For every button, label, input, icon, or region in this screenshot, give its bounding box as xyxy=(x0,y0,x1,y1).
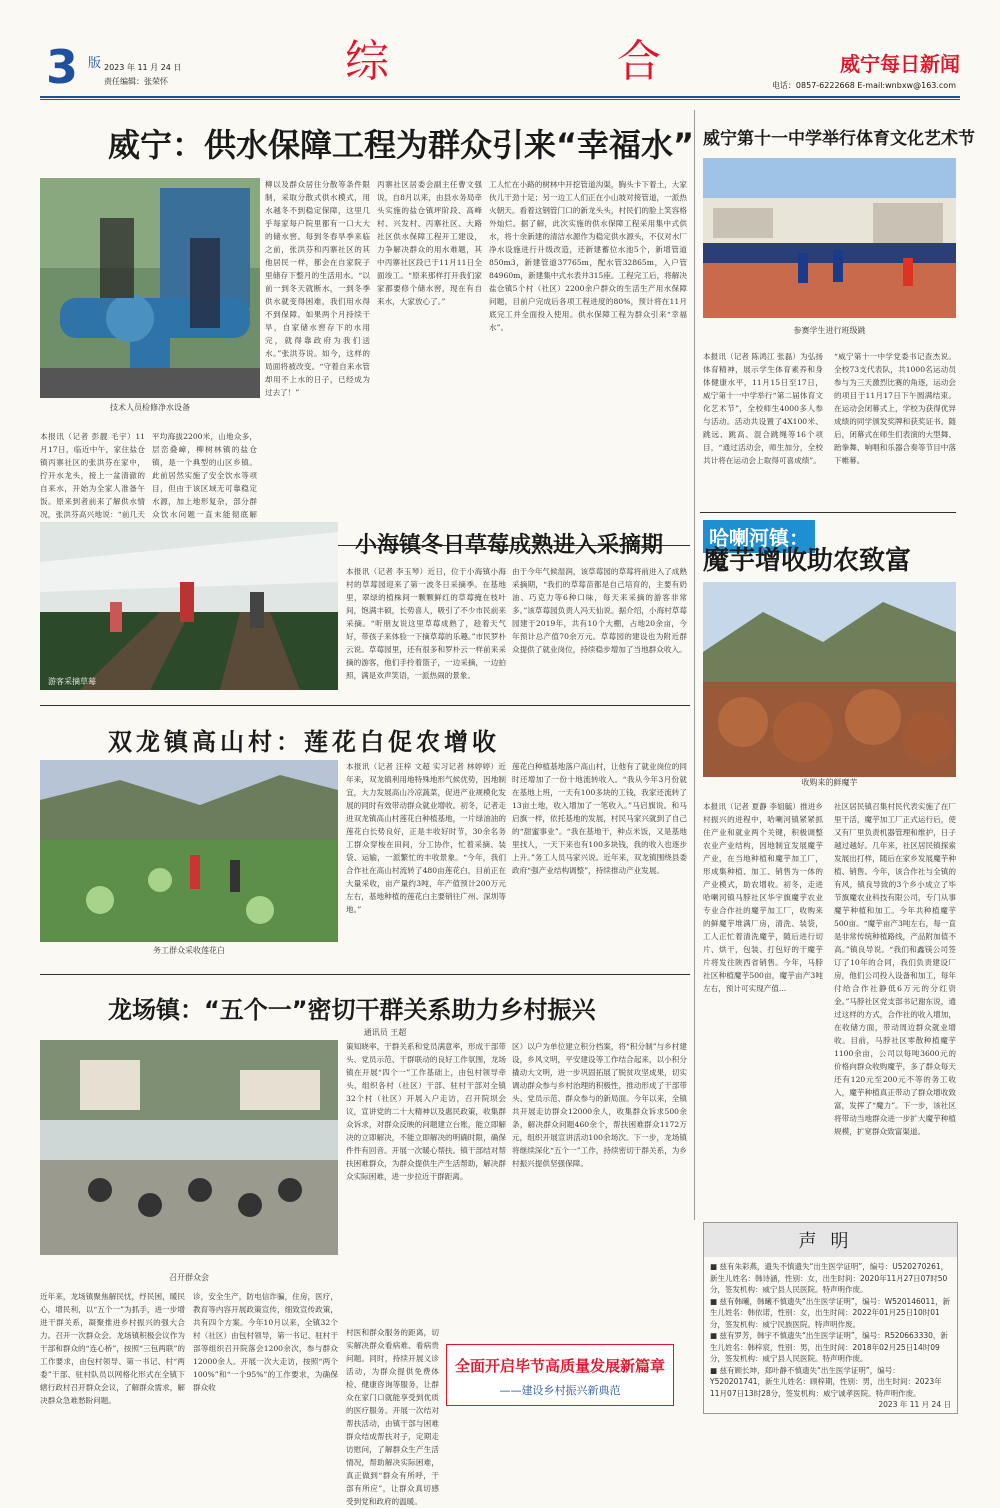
article-title-strawberry: 小海镇冬日草莓成熟进入采摘期 xyxy=(355,533,664,558)
photo-caption-cabbage: 务工群众采收莲花白 xyxy=(153,946,225,955)
photo-cabbage-harvest xyxy=(40,760,338,942)
article2-column-1: 本报讯（记者 陈鸿江 张磊）为弘扬体育精神，展示学生体育素养和身体健康水平，11月15日至17日，威宁第十一中学举行“第二届体育文化艺术节”，全校师生4000多人参与活动。活动共设置了4X100米、跳远、跳高、混合跳绳等16个项目，“通过活动会，师生加分，全校共计将在运动会上取得可喜成绩”。 xyxy=(703,352,823,465)
photo-caption-water: 技术人员检修净水设备 xyxy=(110,403,190,412)
article3-column-2: 由于今年气候湿润，该草莓园的草莓将前进入了成熟采摘期，“我们的草莓苗都是自己培育的，主要有奶油、巧克力等6种口味，每天来采摘的游客非常多。”该草莓园负责人冯天仙说。据介绍，小海村草莓园建于2019年，共有10个大棚，占地20余亩，今年预计总产值70余万元。草莓园的建设也为附近群众提供了就业岗位，持续稳步增加了当地群众收入。 xyxy=(512,567,687,654)
section-title-char-2: 合 xyxy=(617,36,661,87)
declaration-item: ■ 兹有顾长坤，郑叶静不慎遗失“出生医学证明”，编号：Y520201741，新生儿姓名：顾梓期，性别：男，出生时间：2023年11月07日13时28分，签发机构：威宁诚孝医院。特声明作废。 xyxy=(710,1365,942,1398)
article6-column-1: 近年来，龙场镇聚焦解民忧，纾民困，暖民心，增民利，以“五个一”为抓手，进一步增进干群关系，凝聚推进乡村振兴的强大合力。召开一次群众会。龙场镇积极会议作为干部和群众的“连心桥”，按照“三包两联”的工作要求，由包村领导、第一书记、村“两委”干部、驻村队员以网格化形式在全镇下辖行政村召开群众会议，了解群众需求，解决群众急难愁盼问题。 xyxy=(40,1292,185,1405)
photo-caption-meeting: 召开群众会 xyxy=(169,1273,209,1282)
section-divider-right xyxy=(700,512,956,513)
article4-column-1: 本报讯（记者 夏静 李姐毓）推进乡村振兴的进程中，哈喇河镇紧紧抓住产业和就业两个关键，积极调整农业产业结构，因地制宜发展魔芋产业，在当地种植和魔芋加工厂，形成集种植、加工、销售为一体的产业模式，助农增收。初冬，走进哈喇河镇马脖社区华宇旗魔芋农业专业合作社的魔芋加工厂，收购来的鲜魔芋堆满厂房，清洗、装袋，工人正忙着清洗魔芋，随后进行切片、烘干，包装、打包好的干魔芋片将发往陕西省销售。今年，马脖社区种植魔芋500亩，魔芋亩产3吨左右，预计可实现产值... xyxy=(703,802,823,993)
editor-credit: 责任编辑：张荣怀 xyxy=(104,77,168,86)
newspaper-name: 威宁每日新闻 xyxy=(840,52,960,76)
photo-school-event xyxy=(703,158,956,318)
article6-column-5: 村医和群众服务的距离，切实解决群众看病难、看病贵问题。同时，持续开展义诊活动，为群众提供免费体检、健康咨询等服务，让群众在家门口就能享受到优质的医疗服务。开展一次结对帮扶活动，由镇干部与困难群众结成帮扶对子，定期走访慰问，了解群众生产生活情况，帮助解决实际困难，真正做到“群众有所呼，干部有所应”，让群众真切感受到党和政府的温暖。 xyxy=(346,1328,439,1506)
issue-date: 2023 年 11 月 24 日 xyxy=(104,63,182,72)
article6-column-4: 区）以户为单位建立积分档案，将“积分制”与乡村建设，乡风文明，平安建设等工作结合起来，以小积分撬动大文明，进一步巩固拓展了脱贫攻坚成果，切实调动群众参与乡村治理的积极性，推动形成了干部带头、党员示范、群众参与的新局面。今年以来，全镇共开展走访群众12000余人，收集群众诉求500余条，解决群众问题460余个，帮扶困难群众1172万元，组织开展宣讲活动100余场次。下一步，龙场镇将继续深化“五个一”工作，持续密切干群关系，为乡村振兴提供坚强保障。 xyxy=(512,1042,687,1168)
article6-byline: 通讯员 王超 xyxy=(363,1028,407,1037)
article-title-longchang: 龙场镇：“五个一”密切干群关系助力乡村振兴 xyxy=(108,996,596,1024)
declaration-date: 2023 年 11 月 24 日 xyxy=(878,1400,951,1409)
article5-column-2: 莲花白种植基地落户高山村，让他有了就业岗位的同时还增加了一份十地流转收入。“我从今年3月份就在基地上班，一天有100多块的工钱，我家还流转了13亩土地，收入增加了一笔收入。”马启旗说。和马启旗一样，依托基地的发展，村民马家兴就到了自己的“甜蜜事业”。“我在基地干，种点米饭，又是基地里找人，一天下来也有100多块钱，我的收入也逐步上升。”务工人员马家兴说。近年来，双龙镇围绕县委政府“强产业结构调整”，持续推动产业发展。 xyxy=(512,762,687,875)
page-number-suffix: 版 xyxy=(88,56,102,71)
article6-column-3: 策知晓率、干群关系和党员满意率，形成干部带头、党员示范、干群联动的良好工作氛围，龙场镇在开展“四个一”工作基础上，由包村领导牵头，组织各村（社区）干部、驻村干部对全镇32个村（社区）开展入户走访，召开院坝会议，宣讲党的二十大精神以及惠民政策，收集群众诉求，对群众反映的问题建立台账，能立即解决的立即解决，不能立即解决的明确时限，确保件件有回音。开展一次暖心帮扶。镇干部结对帮扶困难群众，为群众提供生产生活帮助，解决群众实际困难，进一步拉近干群距离。 xyxy=(346,1042,506,1181)
article2-column-2: “威宁第十一中学党委书记查杰说。全校73支代表队，共1000名运动员参与为三天激烈比赛的角逐，运动会的项目于11月17日下午圆满结束。在运动会闭幕式上，学校为获得优异成绩的同学颁发奖牌和获奖证书。随后，闭幕式在师生们表演的大型舞、跆拳舞、响唱和乐器合奏等节目中落下帷幕。 xyxy=(834,352,956,465)
photo-strawberry-picking xyxy=(40,522,338,690)
contact-info: 电话：0857-6222668 E-mail:wnbxw@163.com xyxy=(771,81,956,90)
article4-column-2: 社区居民镇召集村民代表实施了在厂里干活，魔芋加工厂正式运行后，使又有厂里负责机器管理和维护，日子越过越好。几年来，社区居民镇探索发展出打样，随后在家乡发展魔芋种植、销售。今年，该合作社与全镇的有风，镇良导致的3个乡小成立了毕节旗魔农业科技有限公司，专门从事魔芋种植和加工。今年共种植魔芋500亩。“魔芋亩产3吨左右，每一直是非常传统种植路线，产品附加值不高。”镇良导说。“我们和鑫镁公司签订了10年的合同，我们负责建设厂房，他们公司投入设备和加工，每年付给合作社静低6万元的分红资金。”马脖社区党支部书记谢东说，通过这样的方式，合作社的收入增加，在收储方面，带动周边群众就业增收。目前，马脖社区零散种植魔芋1100余亩，公司以每吨3600元的价格向群众收购魔芋，多了群众每天还有120元至200元不等的务工收入，魔芋种植真正带动了群众增收致富，发挥了“魔力”。下一步，该社区将带动当地群众进一步扩大魔芋种植规模，扩宽群众致富渠道。 xyxy=(834,802,956,1136)
article6-column-2: 诊，安全生产，防电信诈骗，住房，医疗，教育等内容开展政策宣传，细致宣传政策，共有四个方案。今年10月以来，全镇32个村（社区）由包村领导，第一书记、驻村干部等组织召开院落会1200余次，参与群众12000余人。开展一次大走访，按照“两个100%”和“一个95%”的工作要求，为确保群众收 xyxy=(193,1292,338,1392)
page-number: 3 xyxy=(46,40,79,94)
declaration-item: ■ 兹有韩曦，韩曦不慎遗失“出生医学证明”，编号：W520146011，新生儿姓名：韩依诺，性别：女，出生时间：2022年01月25日10时01分，签发机构：威宁民族医院。特声明作废。 xyxy=(710,1296,951,1329)
section-divider-3 xyxy=(40,974,690,975)
header-rule xyxy=(40,96,960,98)
policy-banner-sub: ——建设乡村振兴新典范 xyxy=(499,1384,621,1397)
header-rule-thin xyxy=(40,99,960,100)
article1-column-2: 平均海拔2200米，山地众多，层峦叠嶂，柳树林镇的盐仓镇，是一个典型的山区乡镇。此前居然实施了安全饮水等项目，但由于该区域无可靠稳定水源，加上地形复杂，部分群众饮水问题一直未能彻底解 xyxy=(152,432,257,519)
photo-caption-school: 参赛学生进行班级跳 xyxy=(793,326,866,335)
article3-column-1: 本报讯（记者 李玉琴）近日，位于小海镇小海村的草莓园迎来了第一波冬日采摘季。在基地里，翠绿的植株间一颗颗鲜红的草莓掩在枝叶间，饱满丰硕，长势喜人，吸引了不少市民前来采摘。“听朋友说这里草莓成熟了，趁着天气好，带孩子来体验一下摘草莓的乐趣。”市民罗朴云说。草莓园里，还有很多和罗朴云一样前来采摘的游客，他们手拎着篮子，一边采摘，一边拍照，满是欢声笑语，一派热闹的景象。 xyxy=(346,567,506,680)
photo-caption-strawberry: 游客采摘草莓 xyxy=(48,677,96,686)
section-title-char-1: 综 xyxy=(345,36,389,87)
photo-konjac-harvest xyxy=(703,582,956,777)
article1-column-1: 本报讯（记者 彭靓 毛宇）11月17日，临近中午，家住盐仓镇丙寨社区的张洪芬在家中，拧开水龙头，接上一盆清澈的自来水，开始为全家人准备午饭。原来到者前来了解供水情况，张洪芬高兴地说：“前几天 xyxy=(40,432,145,519)
declaration-title: 声明 xyxy=(704,1223,957,1257)
policy-banner xyxy=(446,1344,674,1406)
photo-caption-konjac: 收购来的鲜魔芋 xyxy=(801,778,858,787)
declaration-box xyxy=(703,1222,958,1414)
article-title-konjac: 魔芋增收助农致富 xyxy=(703,546,912,576)
article1-column-4: 丙寨社区居委会副主任曹文强说，自8月以来，由县水务局牵头实施的盐仓镇坪阶段、高峰村、兴发村、丙寨社区、大路社区供水保障工程开工建设，力争解决群众的用水难题，其中丙寨社区段已于11月11日全面竣工。“原来那样打开我们家家都要修个储水窖，现在有自来水，大家放心了。” xyxy=(377,180,482,306)
photo-water-equipment xyxy=(40,178,260,398)
article1-column-5: 工人忙在小路的树林中开挖管道沟渠，胸头卡下着土，大家伙儿干劲十足；另一边工人们正在小山坡对接管道，一派热火朝天。看着这钢管门口的新龙头头，村民们的脸上笑容格外灿烂。据了解，此次实施的供水保障工程采用集中式供水，将十余新建的清洁水源作为稳定供水源头，不仅对水厂净水设施进行升级改造，还新建蓄位水池5个，新增管道850m3，新建管道37765m，配水管32865m，入户管84960m，新建集中式水表井315座。工程完工后，将解决盐仓镇5个村（社区）2200余户群众的生活生产用水保障问题，目前户完成后各项工程进度的80%，预计将在11月底完工并全面投入使用。供水保障工程为群众引来“幸福水”。 xyxy=(489,180,687,332)
article-title-box-halahe: 哈喇河镇： xyxy=(703,520,815,553)
section-divider-2 xyxy=(40,705,690,706)
column-divider xyxy=(694,110,695,1220)
declaration-item: ■ 兹有朱彩燕，遗失不慎遗失“出生医学证明”，编号：U520270261，新生儿姓名：韩诗涵，性别：女，出生时间：2020年11月27日07时50分，签发机构：威宁县人民医院。特声明作废。 xyxy=(710,1262,949,1294)
policy-banner-main: 全面开启毕节高质量发展新篇章 xyxy=(454,1357,665,1375)
article-title-water-supply: 威宁：供水保障工程为群众引来“幸福水” xyxy=(108,126,695,164)
article1-column-3: 柳以及群众居住分散等条件限制，采取分散式供水模式，用水越冬不到稳定保障，这里几乎每家每户院里都有一口大大的储水窖。每到冬春旱季来临之前，张洪芬和丙寨社区的其他居民一样，都会在自家院子里储存下整月的生活用水。“以前一到冬天就断水，一到冬季供水就变得困难，我们用水得不到保障。如果两个月持续干旱，自家储水窖存下的水用完，就得靠政府为我们送水。”张洪芬说。如今，这样的局面将被改变。“守着自来水管却用不上水的日子，已经成为过去了！” xyxy=(265,180,370,397)
photo-villager-meeting xyxy=(40,1040,338,1255)
article-title-school-festival: 威宁第十一中学举行体育文化艺术节 xyxy=(703,129,975,149)
article-title-cabbage: 双龙镇高山村：莲花白促农增收 xyxy=(108,728,500,756)
article5-column-1: 本报讯（记者 汪梓 文超 实习记者 林婷婷）近年来，双龙镇利用地特殊地形气候优势，因地制宜，大力发展高山冷凉蔬菜，促进产业规模化发展的同时有效带动群众就业增收。初冬，记者走进双龙镇高山村莲花白种植基地，一片绿油油的莲花白长势良好，正是丰收好时节，30余名务工群众穿梭在田间，分工协作，忙着采摘、装袋、运输，一派繁忙的丰收景象。“今年，我们合作社在高山村流转了480亩莲花白，目前正在大量采收，亩产量约3吨，年产值预计200万元左右，基地种植的莲花白主要销往广州、深圳等地。” xyxy=(346,762,506,914)
declaration-item: ■ 兹有罗芳，韩宇不慎遗失“出生医学证明”，编号：R520663330，新生儿姓名：韩梓宸，性别：男，出生时间：2018年02月25日14时09分，签发机构：威宁县人民医院。特声明作废。 xyxy=(710,1331,948,1363)
